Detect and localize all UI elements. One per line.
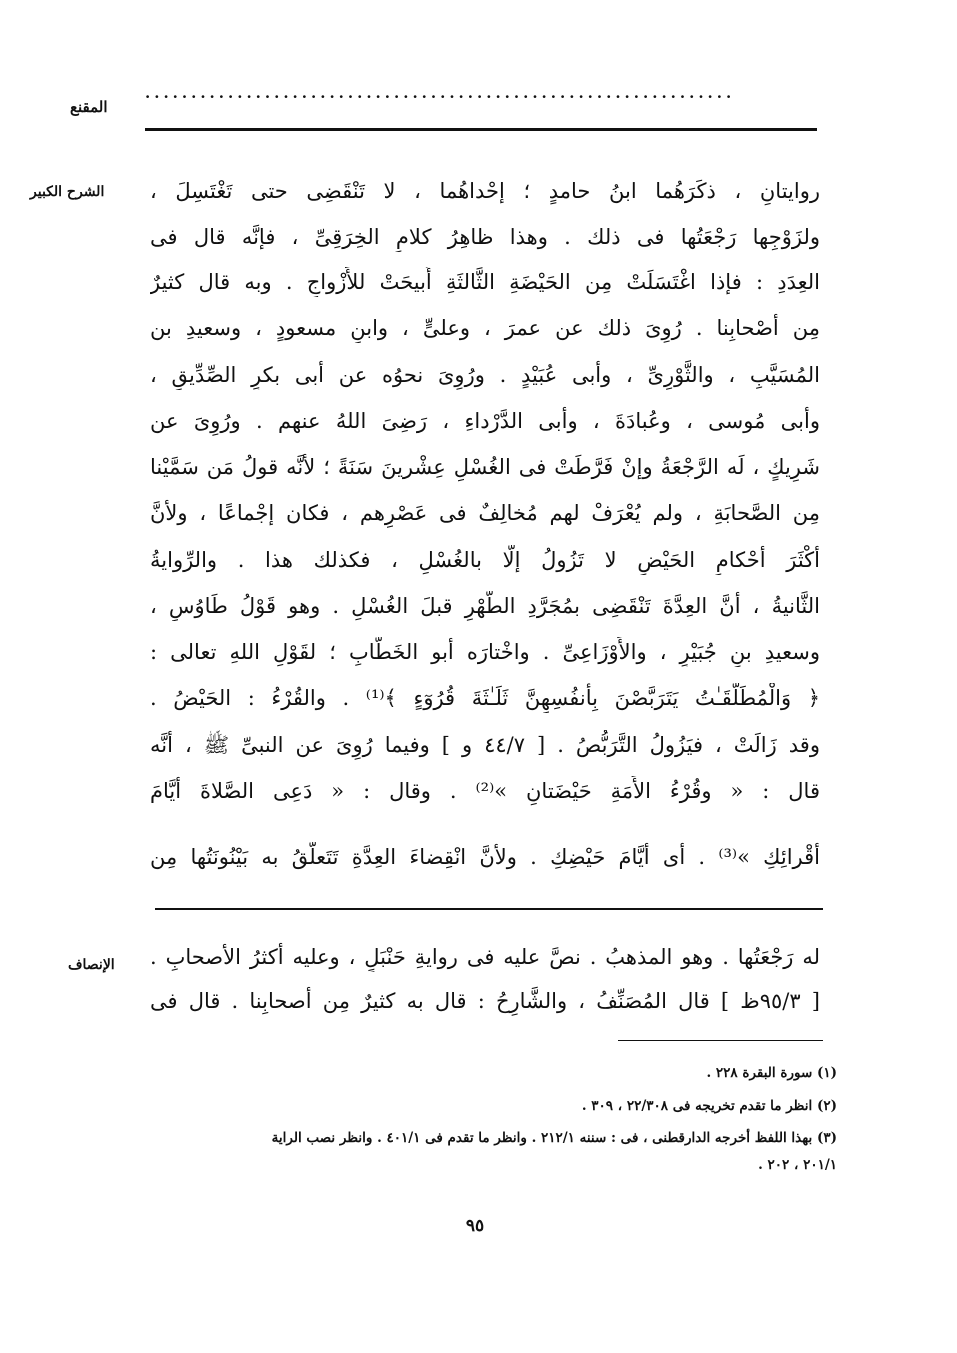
sharh-line: أقْرائِكِ »⁽³⁾ . أى أيَّامَ حَيْضِكِ . ولأنَّ انْقِضاءَ العِدَّةِ تَتَعلَّقُ به بَيْنُونَتُها مِن [150, 845, 820, 869]
sharh-line: ولزَوْجِها رَجْعَتُها فى ذلك . وهذا ظاهِرُ كلامِ الخِرَقِىِّ ، فإنَّه قال فى [150, 225, 820, 249]
section-divider [155, 908, 823, 910]
sharh-line: المُسَيَّبِ ، والثَّوْرِىِّ ، وأبى عُبَيْدٍ . ورُوِىَ نحوُه عن أبى بكرٍ الصِّدِّيقِ ، [150, 363, 820, 387]
insaf-section-label: الإنصاف [68, 957, 115, 973]
sharh-line: وقد زَالَتْ ، فيَزُولُ التَّرَبُّصُ . [ ٤٤/٧ و ] وفيما رُوِىَ عن النبىِّ ﷺ ، أنَّه [150, 733, 820, 757]
header-dots: ................................................................ [145, 84, 736, 102]
insaf-line: له رَجْعَتُها . وهو المذهبُ . نصَّ عليه فى روايةِ حَنْبَلٍ ، وعليه أكثرُ الأصحابِ . [150, 945, 820, 969]
footnote: (٣) بهذا اللفظ أخرجه الدارقطنى ، فى : سننه ٢١٢/١ . وانظر ما تقدم فى ٤٠١/١ . وانظر نصب الراية [271, 1130, 837, 1146]
sharh-line: وأبى مُوسى ، وعُبادَةَ ، وأبى الدَّرْداءِ ، رَضِىَ اللهُ عنهم . ورُوِىَ عن [150, 409, 820, 433]
header-rule [145, 128, 817, 131]
sharh-line: قال : « وقُرْءُ الأَمَةِ حَيْضَتانِ »⁽²⁾ . وقال : « دَعِى الصَّلاةَ أيَّامَ [150, 779, 820, 803]
sharh-line: روايتانِ ، ذكَرَهُما ابنُ حامدٍ ؛ إحْداهُما ، لا تَنْقَضِى حتى تَغْتَسِلَ ، [150, 179, 820, 203]
footnote: (٢) انظر ما تقدم تخريجه فى ٢٢/٣٠٨ ، ٣٠٩ . [581, 1098, 837, 1114]
insaf-line: [ ٩٥/٣ظ ] قال المُصَنِّفُ ، والشَّارِحُ : قال به كثيرٌ مِن أصحابِنا . قال فى [150, 989, 820, 1013]
footnote-divider [618, 1040, 823, 1041]
footnote: (١) سورة البقرة ٢٢٨ . [706, 1065, 837, 1081]
sharh-line: ﴿ وَالْمُطَلَّقَـٰتُ يَتَرَبَّصْنَ بِأَنفُسِهِنَّ ثَلَـٰثَةَ قُرُوٓءٍ ﴾⁽¹⁾ . والقُرْءُ : الحَيْضُ . [150, 686, 820, 710]
sharh-section-label: الشرح الكبير [30, 184, 105, 200]
page-number: ٩٥ [465, 1216, 485, 1236]
sharh-line: مِن الصَّحابَةِ ، ولم يُعْرَفْ لهم مُخالِفٌ فى عَصْرِهم ، فكان إجْماعًا ، ولأنَّ [150, 501, 820, 525]
sharh-line: العِدَدِ : فإذا اغْتَسَلَتْ مِن الحَيْضَةِ الثَّالثَةِ أُبيحَتْ للأَزْواجِ . وبه قال كثيرٌ [150, 270, 820, 294]
sharh-line: وسعيدِ بنِ جُبَيْرٍ ، والأَوْزَاعِىِّ . واخْتارَه أبو الخَطَّابِ ؛ لقَوْلِ اللهِ تعالى : [150, 640, 820, 664]
sharh-line: شَرِيكٍ ، لَه الرَّجْعَةُ وإنْ فَرَّطَتْ فى الغُسْلِ عِشْرينَ سَنَةً ؛ لأنَّه قولُ مَن سَمَّيْنا [150, 455, 820, 479]
footnote: ٢٠١/١ ، ٢٠٢ . [758, 1157, 837, 1173]
sharh-line: مِن أصْحابِنا . رُوِىَ ذلك عن عمرَ ، وعلىٍّ ، وابنِ مسعودٍ ، وسعيدِ بن [150, 316, 820, 340]
sharh-line: أكْثَرَ أحْكامِ الحَيْضِ لا تَزُولُ إلَّا بالغُسْلِ ، فكذلك هذا . والرِّوايةُ [150, 548, 820, 572]
sharh-line: الثَّانيةُ ، أنَّ العِدَّةَ تَنْقَضِى بمُجَرَّدِ الطُّهْرِ قبلَ الغُسْلِ . وهو قَوْلُ طَاوُسٍ ، [150, 594, 820, 618]
header-title: المقنع [70, 98, 108, 116]
